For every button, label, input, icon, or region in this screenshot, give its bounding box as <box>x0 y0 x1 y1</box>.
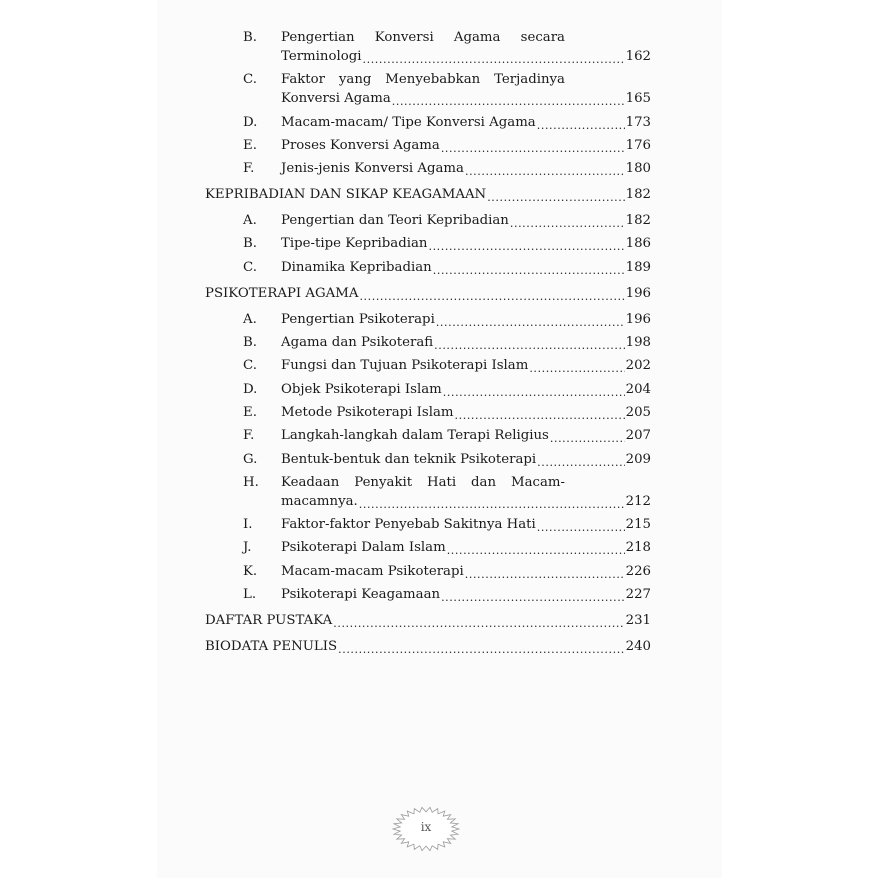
toc-line <box>281 333 651 352</box>
dot-leader <box>359 289 624 303</box>
entry-title-word: secara <box>520 30 565 45</box>
dot-leader <box>537 520 625 534</box>
toc-chapter-entry[interactable] <box>205 637 651 656</box>
toc-line <box>281 113 651 132</box>
entry-body <box>281 356 651 375</box>
dot-leader <box>443 385 625 399</box>
entry-page-number: 173 <box>625 114 651 130</box>
dot-leader <box>455 408 625 422</box>
dot-leader <box>447 543 625 557</box>
entry-title-first-line <box>281 473 565 492</box>
entry-letter: H. <box>243 474 259 490</box>
entry-page-number: 226 <box>625 563 651 579</box>
toc-line <box>281 136 651 155</box>
dot-leader <box>529 361 624 375</box>
toc-chapter-entry[interactable] <box>205 284 651 303</box>
dot-leader <box>537 118 625 132</box>
entry-title-first-line <box>281 28 565 47</box>
toc-section-entry[interactable] <box>205 562 651 581</box>
entry-page-number: 212 <box>625 493 651 509</box>
entry-letter: J. <box>243 540 252 556</box>
toc-line <box>281 89 651 108</box>
entry-letter: B. <box>243 335 257 351</box>
dot-leader <box>487 190 624 204</box>
entry-letter: D. <box>243 381 258 397</box>
toc-line <box>281 310 651 329</box>
dot-leader <box>537 455 624 469</box>
toc-line <box>281 403 651 422</box>
toc-line <box>281 211 651 230</box>
toc-section-entry[interactable] <box>205 473 651 511</box>
entry-body <box>281 211 651 230</box>
toc-chapter-entry[interactable] <box>205 611 651 630</box>
entry-title: Terminologi <box>281 49 362 64</box>
toc-line <box>281 159 651 178</box>
entry-title-word: Agama <box>453 30 501 45</box>
toc-section-entry[interactable] <box>205 310 651 329</box>
dot-leader <box>441 141 625 155</box>
entry-body <box>281 450 651 469</box>
entry-page-number: 196 <box>625 285 651 301</box>
entry-letter: C. <box>243 259 257 275</box>
toc-section-entry[interactable] <box>205 113 651 132</box>
toc-section-entry[interactable] <box>205 258 651 277</box>
entry-body <box>281 310 651 329</box>
toc-section-entry[interactable] <box>205 136 651 155</box>
dot-leader <box>433 263 625 277</box>
entry-page-number: 198 <box>625 335 651 351</box>
entry-title-word: Konversi <box>374 30 434 45</box>
entry-letter: F. <box>243 161 255 177</box>
entry-title: Proses Konversi Agama <box>281 137 440 153</box>
toc-section-entry[interactable] <box>205 403 651 422</box>
entry-body <box>281 234 651 253</box>
toc-line <box>281 562 651 581</box>
dot-leader <box>359 497 625 511</box>
entry-title: Konversi Agama <box>281 91 391 107</box>
dot-leader <box>428 239 624 253</box>
toc-section-entry[interactable] <box>205 211 651 230</box>
dot-leader <box>392 94 625 108</box>
entry-title: Metode Psikoterapi Islam <box>281 404 454 420</box>
entry-page-number: 165 <box>625 91 651 107</box>
toc-line <box>205 611 651 630</box>
entry-body <box>281 562 651 581</box>
entry-body <box>281 515 651 534</box>
entry-page-number: 189 <box>625 259 651 275</box>
entry-body <box>281 159 651 178</box>
entry-page-number: 218 <box>625 540 651 556</box>
entry-title-first-line <box>281 70 565 89</box>
entry-page-number: 209 <box>625 451 651 467</box>
toc-line <box>281 234 651 253</box>
entry-body <box>281 70 651 108</box>
entry-page-number: 215 <box>625 517 651 533</box>
toc-line <box>205 637 651 656</box>
toc-section-entry[interactable] <box>205 585 651 604</box>
entry-letter: C. <box>243 72 257 88</box>
dot-leader <box>465 567 625 581</box>
dot-leader <box>550 431 625 445</box>
toc-section-entry[interactable] <box>205 28 651 66</box>
toc-section-entry[interactable] <box>205 159 651 178</box>
entry-title: Bentuk-bentuk dan teknik Psikoterapi <box>281 451 537 467</box>
entry-page-number: 207 <box>625 428 651 444</box>
entry-title: macamnya. <box>281 493 358 509</box>
page-number: ix <box>420 820 432 834</box>
entry-page-number: 204 <box>625 381 651 397</box>
entry-letter: K. <box>243 563 258 579</box>
entry-body <box>281 538 651 557</box>
entry-page-number: 227 <box>625 587 651 603</box>
toc-line <box>205 185 651 204</box>
entry-body <box>281 258 651 277</box>
entry-body <box>281 136 651 155</box>
entry-title: Langkah-langkah dalam Terapi Religius <box>281 428 549 444</box>
entry-title-word: yang <box>338 72 372 88</box>
entry-letter: B. <box>243 236 257 252</box>
entry-letter: C. <box>243 358 257 374</box>
entry-title: Faktor-faktor Penyebab Sakitnya Hati <box>281 517 536 533</box>
toc-line <box>281 258 651 277</box>
toc-line <box>281 492 651 511</box>
entry-page-number: 182 <box>625 187 651 203</box>
entry-title: Jenis-jenis Konversi Agama <box>281 161 464 177</box>
entry-title-word: Faktor <box>281 72 326 88</box>
entry-page-number: 182 <box>625 213 651 229</box>
entry-body <box>281 585 651 604</box>
entry-title: Macam-macam/ Tipe Konversi Agama <box>281 114 536 130</box>
entry-title-word: Terjadinya <box>494 72 565 88</box>
entry-body <box>281 113 651 132</box>
entry-letter: F. <box>243 428 255 444</box>
entry-letter: A. <box>243 311 257 327</box>
dot-leader <box>510 216 625 230</box>
entry-title: Psikoterapi Keagamaan <box>281 587 441 603</box>
entry-title: Pengertian dan Teori Kepribadian <box>281 213 509 229</box>
entry-body <box>281 473 651 511</box>
toc-section-entry[interactable] <box>205 356 651 375</box>
toc-line <box>281 47 651 66</box>
entry-body <box>281 426 651 445</box>
entry-page-number: 240 <box>625 639 651 655</box>
entry-title-word: Penyakit <box>354 474 413 490</box>
toc-section-entry[interactable] <box>205 333 651 352</box>
entry-title: Pengertian Psikoterapi <box>281 311 435 327</box>
toc-section-entry[interactable] <box>205 380 651 399</box>
entry-body <box>281 28 651 66</box>
entry-letter: B. <box>243 30 257 45</box>
entry-title: BIODATA PENULIS <box>205 639 338 655</box>
entry-title: Objek Psikoterapi Islam <box>281 381 442 397</box>
entry-letter: A. <box>243 213 257 229</box>
toc-section-entry[interactable] <box>205 234 651 253</box>
entry-title: Fungsi dan Tujuan Psikoterapi Islam <box>281 358 529 374</box>
entry-title: Tipe-tipe Kepribadian <box>281 236 428 252</box>
toc-section-entry[interactable] <box>205 450 651 469</box>
toc-chapter-entry[interactable] <box>205 185 651 204</box>
toc-section-entry[interactable] <box>205 515 651 534</box>
entry-title: Agama dan Psikoterafi <box>281 335 434 351</box>
entry-page-number: 176 <box>625 137 651 153</box>
entry-title: Macam-macam Psikoterapi <box>281 563 464 579</box>
entry-letter: E. <box>243 404 257 420</box>
entry-page-number: 205 <box>625 404 651 420</box>
table-of-contents <box>205 28 651 656</box>
entry-page-number: 196 <box>625 311 651 327</box>
toc-line <box>281 380 651 399</box>
dot-leader <box>436 315 625 329</box>
entry-title: PSIKOTERAPI AGAMA <box>205 285 359 301</box>
entry-body <box>281 403 651 422</box>
entry-page-number: 162 <box>625 49 651 64</box>
entry-title-word: Keadaan <box>281 474 340 490</box>
dot-leader <box>434 338 624 352</box>
toc-section-entry[interactable] <box>205 538 651 557</box>
entry-title-word: Hati <box>427 474 457 490</box>
entry-page-number: 202 <box>625 358 651 374</box>
toc-line <box>281 515 651 534</box>
entry-body <box>281 333 651 352</box>
entry-letter: D. <box>243 114 258 130</box>
entry-title-word: Menyebabkan <box>385 72 481 88</box>
dot-leader <box>441 590 625 604</box>
entry-page-number: 186 <box>625 236 651 252</box>
dot-leader <box>338 642 624 656</box>
entry-title-word: Pengertian <box>281 30 355 45</box>
entry-title: Psikoterapi Dalam Islam <box>281 540 446 556</box>
entry-title: Dinamika Kepribadian <box>281 259 432 275</box>
entry-page-number: 231 <box>625 613 651 629</box>
toc-line <box>281 426 651 445</box>
toc-line <box>205 284 651 303</box>
entry-page-number: 180 <box>625 161 651 177</box>
entry-letter: L. <box>243 587 257 603</box>
dot-leader <box>363 52 625 66</box>
entry-title: KEPRIBADIAN DAN SIKAP KEAGAMAAN <box>205 187 487 203</box>
toc-section-entry[interactable] <box>205 70 651 108</box>
entry-body <box>281 380 651 399</box>
entry-title-word: dan <box>471 474 497 490</box>
toc-line <box>281 585 651 604</box>
toc-section-entry[interactable] <box>205 426 651 445</box>
entry-letter: G. <box>243 451 258 467</box>
entry-letter: E. <box>243 137 257 153</box>
toc-line <box>281 356 651 375</box>
entry-letter: I. <box>243 517 253 533</box>
dot-leader <box>465 164 625 178</box>
entry-title: DAFTAR PUSTAKA <box>205 613 333 629</box>
entry-title-word: Macam- <box>510 474 565 490</box>
dot-leader <box>333 616 624 630</box>
toc-line <box>281 538 651 557</box>
toc-line <box>281 450 651 469</box>
